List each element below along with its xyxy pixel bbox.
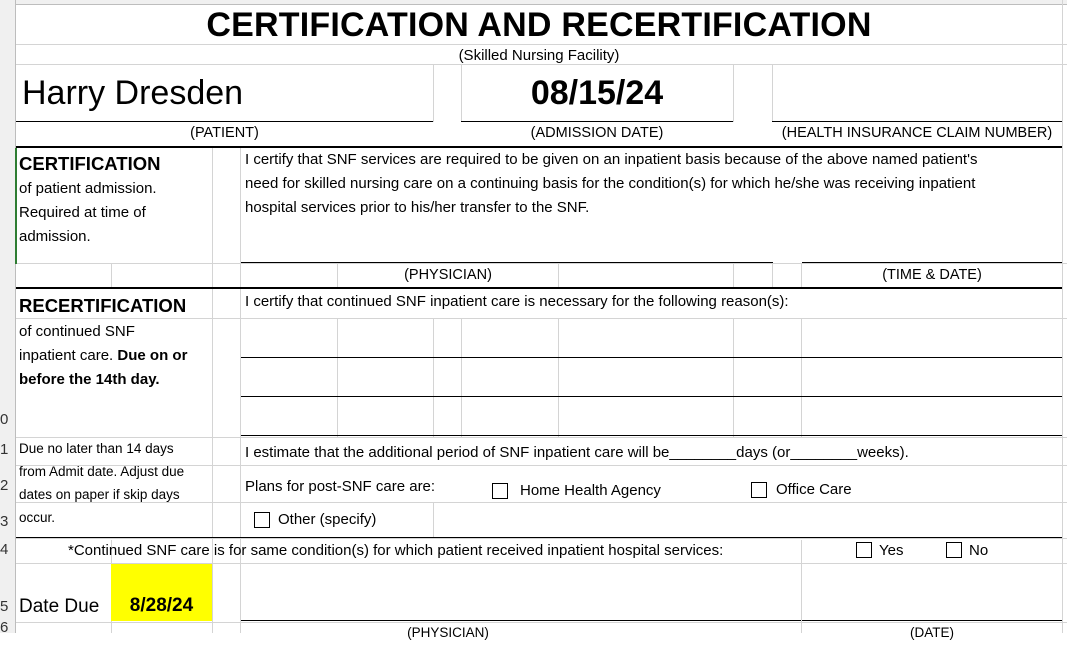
row-number[interactable]: 6 (0, 619, 8, 636)
admission-underline (461, 121, 733, 122)
certification-text-line3: hospital services prior to his/her transfer to the SNF. (245, 199, 590, 216)
date-due-value[interactable]: 8/28/24 (111, 564, 212, 621)
row-number[interactable]: 3 (0, 513, 8, 530)
row-number[interactable]: 1 (0, 441, 8, 458)
recert-physician-field[interactable] (241, 566, 801, 620)
continued-divider (16, 537, 1062, 538)
other-specify-label: Other (specify) (278, 511, 377, 528)
patient-name[interactable]: Harry Dresden (22, 74, 244, 112)
certification-desc-line1: of patient admission. (19, 180, 157, 197)
reason-line-3-field[interactable] (241, 398, 1062, 435)
date-due-label: Date Due (19, 596, 100, 617)
recertification-desc-line3: before the 14th day. (19, 371, 160, 388)
recertification-heading: RECERTIFICATION (19, 295, 187, 316)
column-header-strip (0, 0, 1067, 5)
recert-date-line (802, 620, 1062, 621)
certification-text-line1: I certify that SNF services are required to be given on an inpatient basis because of the above named patient's (245, 151, 978, 168)
admission-date-value[interactable]: 08/15/24 (530, 74, 664, 112)
label-patient: (PATIENT) (190, 125, 259, 141)
section-divider (16, 287, 1062, 289)
time-date-field[interactable] (802, 224, 1062, 262)
recertification-desc-line2: inpatient care. Due on or (19, 347, 188, 364)
claim-number-field[interactable] (772, 64, 1062, 121)
section-divider (16, 146, 1062, 148)
no-label: No (969, 542, 989, 559)
row-header-gutter (0, 0, 16, 633)
form-subtitle: (Skilled Nursing Facility) (458, 47, 620, 64)
selected-cell-indicator (15, 148, 17, 264)
home-health-label: Home Health Agency (520, 482, 661, 499)
row-number[interactable]: 0 (0, 411, 8, 428)
due-note-line2: from Admit date. Adjust due (19, 464, 185, 479)
no-checkbox[interactable] (946, 542, 962, 558)
label-physician: (PHYSICIAN) (404, 267, 492, 283)
label-time-date: (TIME & DATE) (882, 267, 982, 283)
time-date-line (802, 262, 1062, 263)
certification-desc-line2: Required at time of (19, 204, 146, 221)
plans-label: Plans for post-SNF care are: (245, 478, 436, 495)
reason-line-2 (241, 396, 1062, 397)
reason-line-1-field[interactable] (241, 320, 1062, 357)
physician-signature-line (241, 262, 773, 263)
yes-checkbox[interactable] (856, 542, 872, 558)
certification-desc-line3: admission. (19, 228, 91, 245)
due-note-line1: Due no later than 14 days (19, 441, 174, 456)
office-care-label: Office Care (776, 481, 852, 498)
label-admission-date: (ADMISSION DATE) (530, 125, 664, 141)
due-note-line4: occur. (19, 510, 56, 525)
reason-line-3 (241, 435, 1062, 436)
label-recert-date: (DATE) (910, 625, 954, 640)
claim-underline (772, 121, 1062, 122)
reason-line-2-field[interactable] (241, 359, 1062, 396)
physician-signature-field[interactable] (241, 224, 773, 262)
estimate-text[interactable]: I estimate that the additional period of SNF inpatient care will be________days (or________weeks). (245, 444, 909, 461)
certification-text-line2: need for skilled nursing care on a continuing basis for the condition(s) for which he/she was receiving inpatient (245, 175, 976, 192)
label-claim-number: (HEALTH INSURANCE CLAIM NUMBER) (781, 125, 1053, 141)
certification-heading: CERTIFICATION (19, 153, 161, 174)
form-title: CERTIFICATION AND RECERTIFICATION (206, 6, 872, 44)
row-number[interactable]: 5 (0, 598, 8, 615)
other-specify-checkbox[interactable] (254, 512, 270, 528)
office-care-checkbox[interactable] (751, 482, 767, 498)
label-recert-physician: (PHYSICIAN) (407, 625, 489, 640)
recert-physician-line (241, 620, 801, 621)
row-number[interactable]: 4 (0, 541, 8, 558)
recert-date-field[interactable] (802, 566, 1062, 620)
recertification-reasons-text: I certify that continued SNF inpatient care is necessary for the following reason(s): (245, 293, 789, 310)
recertification-desc-line1: of continued SNF (19, 323, 135, 340)
due-note-line3: dates on paper if skip days (19, 487, 180, 502)
home-health-checkbox[interactable] (492, 483, 508, 499)
continued-care-question: *Continued SNF care is for same condition(s) for which patient received inpatient hospital services: (68, 542, 724, 559)
reason-line-1 (241, 357, 1062, 358)
yes-label: Yes (879, 542, 904, 559)
patient-underline (16, 121, 433, 122)
row-number[interactable]: 2 (0, 477, 8, 494)
